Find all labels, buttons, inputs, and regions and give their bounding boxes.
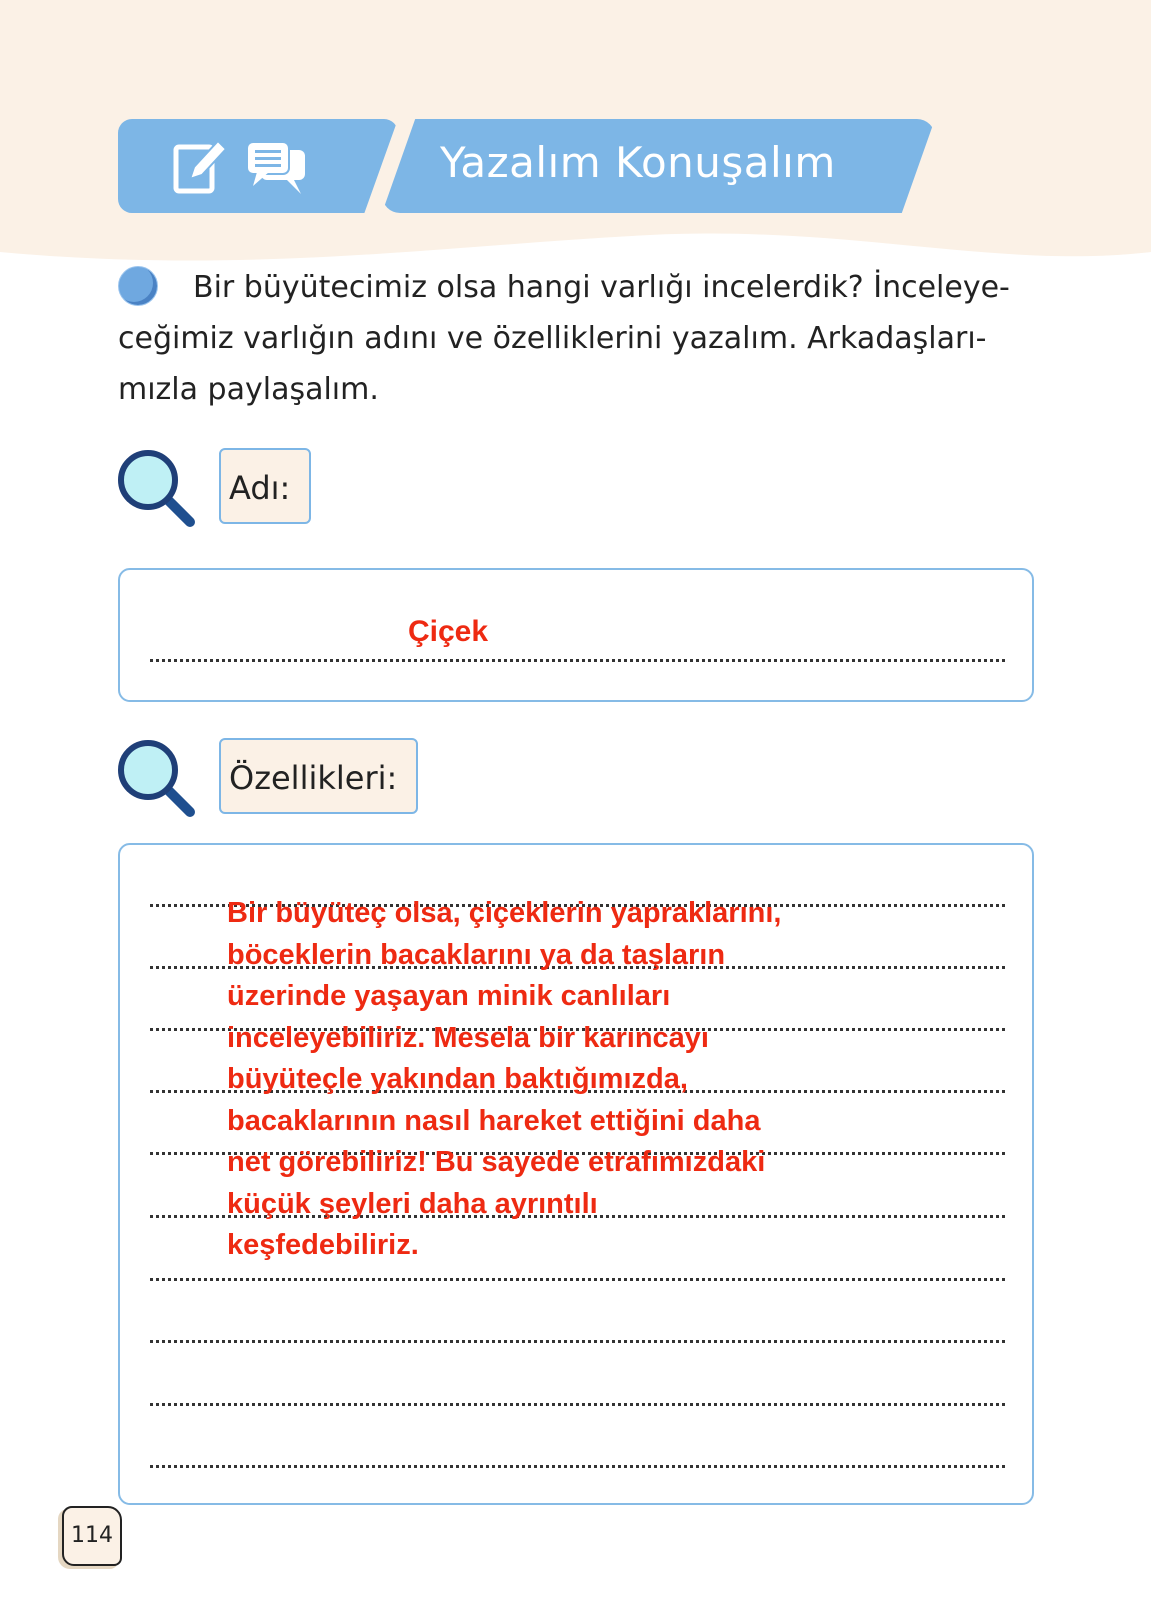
name-label: Adı: <box>219 448 311 524</box>
chat-icon <box>245 140 309 196</box>
page-number: 114 <box>62 1506 122 1566</box>
instruction-line: ceğimiz varlığın adını ve özelliklerini yazalım. Arkadaşları- <box>118 321 987 356</box>
answer-line: net görebiliriz! Bu sayede etrafımızdaki <box>227 1146 766 1178</box>
writing-line <box>150 1403 1005 1406</box>
name-answer-box[interactable] <box>118 568 1034 702</box>
answer-line: böceklerin bacaklarını ya da taşların <box>227 938 726 971</box>
answer-line: büyüteçle yakından baktığımızda, <box>227 1063 688 1095</box>
writing-line <box>150 1340 1005 1343</box>
answer-line: bacaklarının nasıl hareket ettiğini daha <box>227 1104 761 1137</box>
answer-line: keşfedebiliriz. <box>227 1229 419 1261</box>
instruction-line: Bir büyütecimiz olsa hangi varlığı incelerdik? İnceleye- <box>193 270 1010 305</box>
section-title: Yazalım Konuşalım <box>440 138 836 187</box>
writing-line <box>150 1465 1005 1468</box>
answer-line: Bir büyüteç olsa, çiçeklerin yapraklarını, <box>227 897 782 929</box>
writing-line <box>150 1278 1005 1281</box>
magnifier-icon <box>116 448 200 530</box>
instruction-text <box>118 262 1018 415</box>
answer-line: üzerinde yaşayan minik canlıları <box>227 980 671 1012</box>
magnifier-icon <box>116 738 200 820</box>
features-answer <box>227 893 927 1267</box>
answer-line: küçük şeyleri daha ayrıntılı <box>227 1187 598 1220</box>
features-label: Özellikleri: <box>219 738 418 814</box>
instruction-line: mızla paylaşalım. <box>118 372 379 407</box>
answer-line: inceleyebiliriz. Mesela bir karıncayı <box>227 1021 709 1054</box>
writing-line <box>150 659 1005 662</box>
name-answer: Çiçek <box>408 615 489 648</box>
edit-icon <box>172 135 232 195</box>
